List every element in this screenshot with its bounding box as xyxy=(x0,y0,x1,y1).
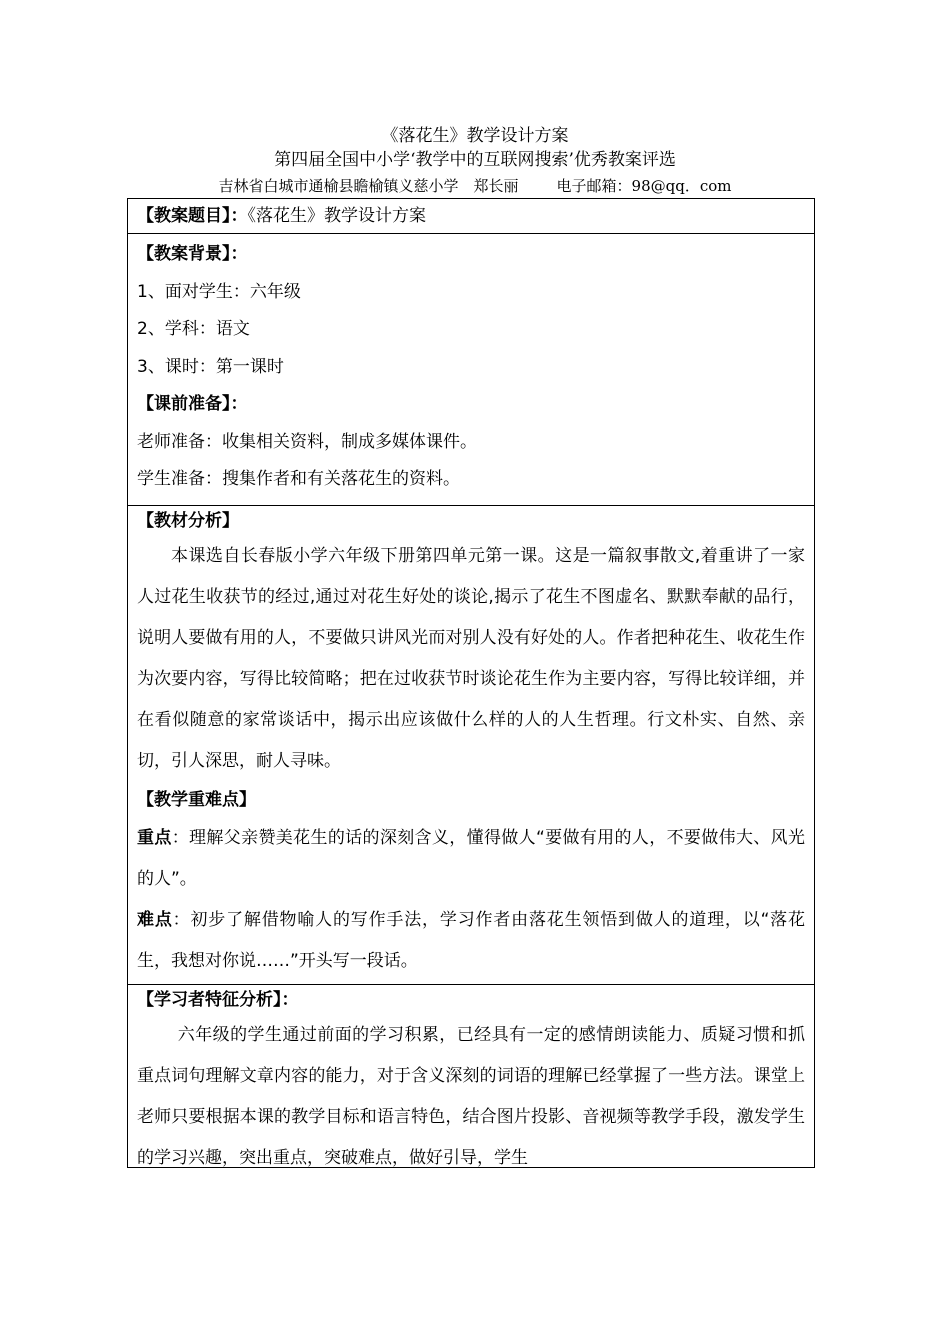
analysis-cell xyxy=(128,505,815,984)
background-item: 1、面对学生：六年级 xyxy=(137,281,301,302)
background-cell xyxy=(128,234,815,506)
document-title: 《落花生》教学设计方案 xyxy=(381,126,569,146)
learner-text: 六年级的学生通过前面的学习积累，已经具有一定的感情朗读能力、质疑习惯和抓重点词句理解文章内容的能力，对于含义深刻的词语的理解已经掌握了一些方法。课堂上老师只要根据本课的教学目标和语言特色，结合图片投影、音视频等教学手段，激发学生的学习兴趣，突出重点，突破难点，做好引导，学生 xyxy=(137,1024,805,1167)
analysis-row xyxy=(128,505,815,984)
analysis-label: 【教材分析】 xyxy=(137,510,239,531)
key-point xyxy=(137,818,805,900)
topic-value: 《落花生》教学设计方案 xyxy=(247,206,426,226)
key-difficult-label: 【教学重难点】 xyxy=(137,789,256,810)
learner-cell xyxy=(128,984,815,1167)
topic-row xyxy=(128,199,815,234)
school-author: 吉林省白城市通榆县瞻榆镇义慈小学 郑长丽 xyxy=(218,177,519,195)
difficult-point xyxy=(137,900,805,982)
learner-label: 【学习者特征分析】： xyxy=(137,989,299,1010)
difficult-point-text: ：初步了解借物喻人的写作手法，学习作者由落花生领悟到做人的道理，以“落花生，我想对你说……”开头写一段话。 xyxy=(137,909,806,971)
background-item: 3、课时：第一课时 xyxy=(137,356,284,377)
analysis-text: 本课选自长春版小学六年级下册第四单元第一课。这是一篇叙事散文,着重讲了一家人过花生收获节的经过,通过对花生好处的谈论,揭示了花生不图虚名、默默奉献的品行，说明人要做有用的人，不要做只讲风光而对别人没有好处的人。作者把种花生、收花生作为次要内容，写得比较简略；把在过收获节时谈论花生作为主要内容，写得比较详细，并在看似随意的家常谈话中，揭示出应该做什么样的人的人生哲理。行文朴实、自然、亲切，引人深思，耐人寻味。 xyxy=(137,545,805,771)
author-email: 电子邮箱：98@qq．com xyxy=(556,177,732,195)
background-item: 2、学科：语文 xyxy=(137,319,250,339)
key-point-label: 重点 xyxy=(137,827,172,848)
topic-cell xyxy=(128,199,815,234)
author-line xyxy=(0,176,950,196)
learner-row xyxy=(128,984,815,1167)
difficult-point-label: 难点 xyxy=(137,909,173,930)
prep-item: 老师准备：收集相关资料，制成多媒体课件。 xyxy=(137,431,477,452)
background-label: 【教案背景】： xyxy=(137,244,248,264)
lesson-plan-table xyxy=(127,198,815,1168)
key-point-text: ：理解父亲赞美花生的话的深刻含义，懂得做人“要做有用的人，不要做伟大、风光的人”。 xyxy=(137,827,806,889)
topic-label: 【教案题目】： xyxy=(137,206,248,226)
prep-label: 【课前准备】： xyxy=(137,394,248,414)
background-row xyxy=(128,234,815,506)
prep-item: 学生准备：搜集作者和有关落花生的资料。 xyxy=(137,469,460,489)
document-subtitle: 第四届全国中小学‘教学中的互联网搜索’优秀教案评选 xyxy=(274,150,676,170)
